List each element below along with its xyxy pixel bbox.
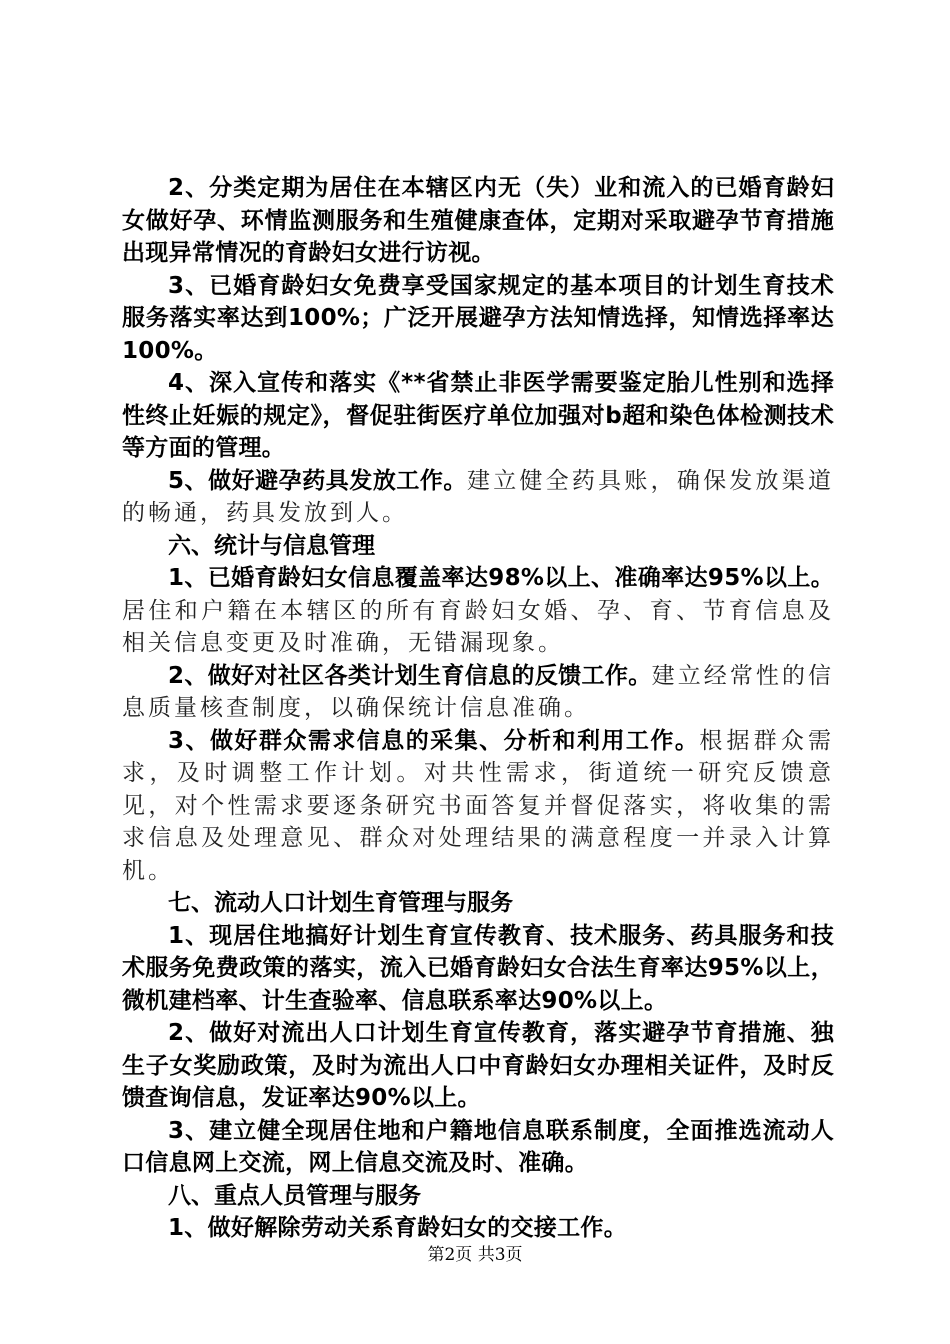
paragraph bbox=[122, 465, 834, 530]
document-body bbox=[122, 172, 834, 1245]
paragraph bbox=[122, 562, 834, 660]
paragraph-lead: 3、做好群众需求信息的采集、分析和利用工作。 bbox=[168, 727, 700, 754]
paragraph-lead: 2、分类定期为居住在本辖区内无（失）业和流入的已婚育龄妇女做好孕、环情监测服务和生殖健康查体，定期对采取避孕节育措施出现异常情况的育龄妇女进行访视。 bbox=[122, 175, 834, 266]
paragraph-lead: 1、做好解除劳动关系育龄妇女的交接工作。 bbox=[168, 1215, 628, 1241]
paragraph bbox=[122, 920, 834, 1018]
paragraph bbox=[122, 367, 834, 465]
paragraph bbox=[122, 725, 834, 888]
section-heading-text: 七、流动人口计划生育管理与服务 bbox=[168, 890, 513, 916]
page-footer bbox=[0, 1240, 950, 1265]
paragraph-lead: 1、已婚育龄妇女信息覆盖率达98%以上、准确率达95%以上。 bbox=[168, 565, 834, 591]
paragraph-body: 建立经常性的信息质量核查制度，以确保统计信息准确。 bbox=[122, 662, 834, 721]
paragraph-lead: 2、做好对社区各类计划生育信息的反馈工作。 bbox=[168, 662, 652, 689]
section-heading bbox=[122, 530, 834, 563]
paragraph-lead: 1、现居住地搞好计划生育宣传教育、技术服务、药具服务和技术服务免费政策的落实，流入已婚育龄妇女合法生育率达95%以上，微机建档率、计生查验率、信息联系率达90%以上。 bbox=[122, 922, 834, 1014]
paragraph bbox=[122, 270, 834, 368]
paragraph-lead: 2、做好对流出人口计划生育宣传教育，落实避孕节育措施、独生子女奖励政策，及时为流出人口中育龄妇女办理相关证件，及时反馈查询信息，发证率达90%以上。 bbox=[122, 1020, 834, 1111]
section-heading bbox=[122, 887, 834, 920]
paragraph bbox=[122, 172, 834, 270]
page-number-label: 第2页 共3页 bbox=[427, 1245, 523, 1265]
paragraph-lead: 3、已婚育龄妇女免费享受国家规定的基本项目的计划生育技术服务落实率达到100%；广泛开展避孕方法知情选择，知情选择率达100%。 bbox=[122, 272, 834, 364]
paragraph bbox=[122, 660, 834, 725]
paragraph bbox=[122, 1115, 834, 1180]
section-heading-text: 六、统计与信息管理 bbox=[168, 532, 375, 559]
paragraph-body: 建立健全药具账，确保发放渠道的畅通，药具发放到人。 bbox=[122, 467, 834, 526]
section-heading-text: 八、重点人员管理与服务 bbox=[168, 1182, 421, 1209]
paragraph-lead: 3、建立健全现居住地和户籍地信息联系制度，全面推选流动人口信息网上交流，网上信息交流及时、准确。 bbox=[122, 1117, 834, 1176]
paragraph-body: 根据群众需求，及时调整工作计划。对共性需求，街道统一研究反馈意见，对个性需求要逐条研究书面答复并督促落实，将收集的需求信息及处理意见、群众对处理结果的满意程度一并录入计算机。 bbox=[122, 727, 835, 884]
paragraph-lead: 4、深入宣传和落实《**省禁止非医学需要鉴定胎儿性别和选择性终止妊娠的规定》，督促驻街医疗单位加强对b超和染色体检测技术等方面的管理。 bbox=[122, 370, 834, 461]
paragraph-body: 居住和户籍在本辖区的所有育龄妇女婚、孕、育、节育信息及相关信息变更及时准确，无错漏现象。 bbox=[122, 597, 834, 656]
paragraph bbox=[122, 1017, 834, 1115]
paragraph-lead: 5、做好避孕药具发放工作。 bbox=[168, 467, 467, 494]
section-heading bbox=[122, 1180, 834, 1213]
